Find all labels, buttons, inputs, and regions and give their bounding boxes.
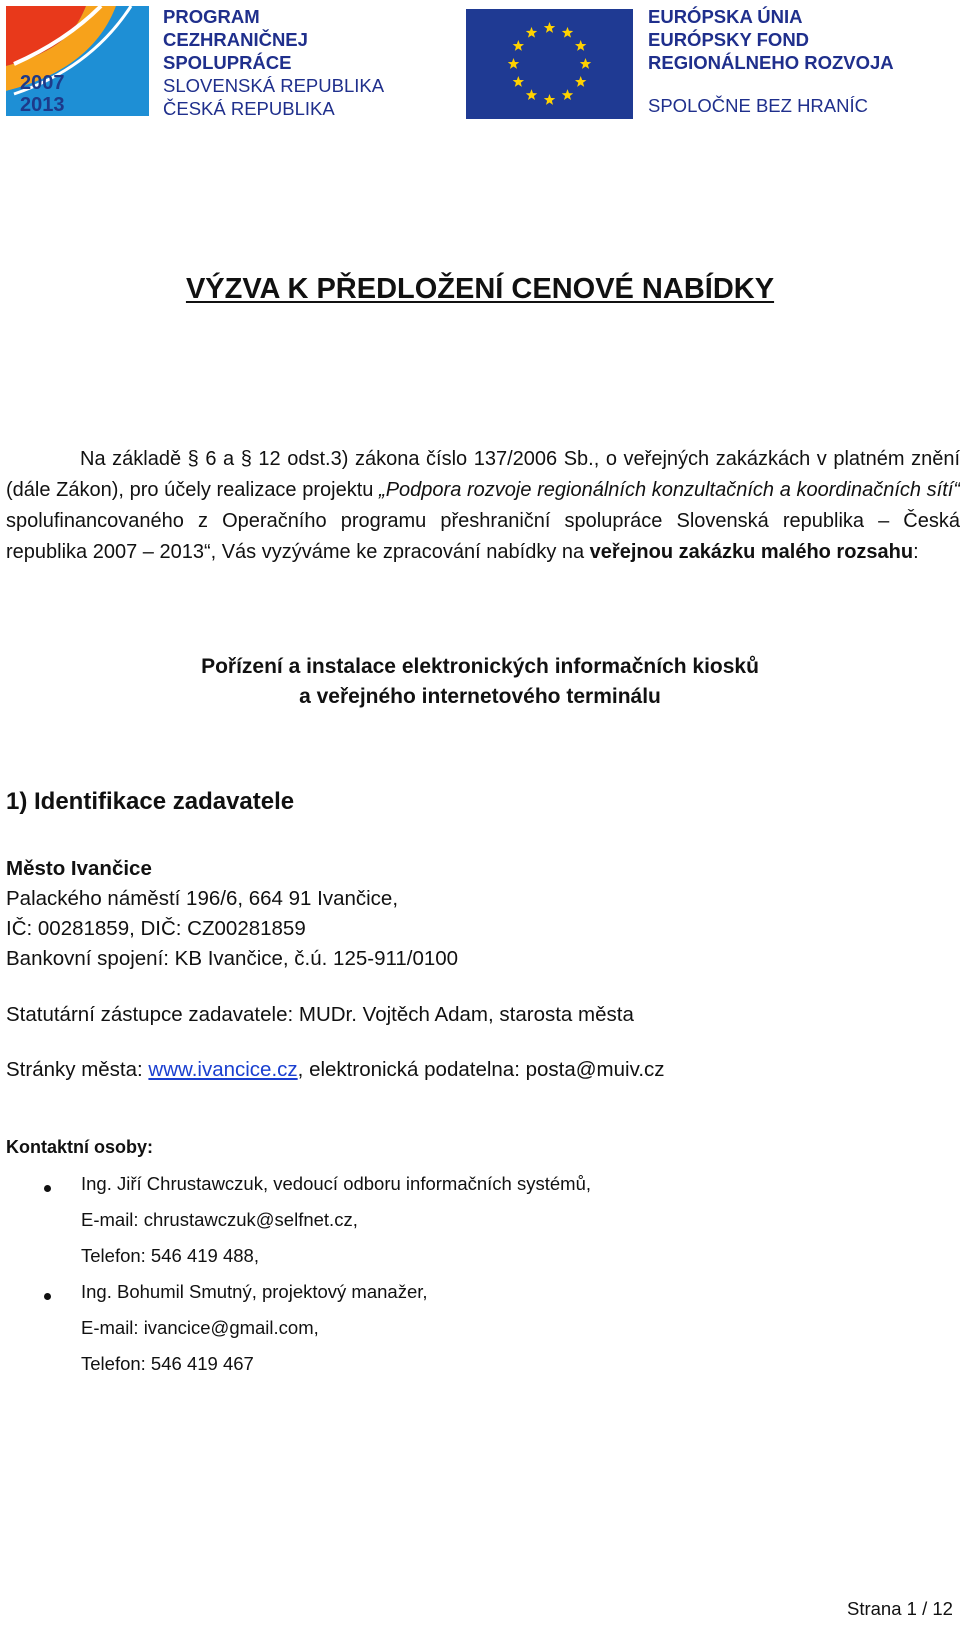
subject-line-2: a veřejného internetového terminálu [299, 685, 661, 708]
eu-line-3: REGIONÁLNEHO ROZVOJA [648, 52, 894, 73]
eu-flag [466, 9, 633, 119]
org-address: Palackého náměstí 196/6, 664 91 Ivančice, [6, 887, 399, 910]
eu-slogan: SPOLOČNE BEZ HRANÍC [648, 95, 868, 116]
contact-2-email: E-mail: ivancice@gmail.com, [81, 1317, 319, 1338]
statutory-representative: Statutární zástupce zadavatele: MUDr. Vojtěch Adam, starosta města [6, 1003, 634, 1026]
contact-1-name: Ing. Jiří Chrustawczuk, vedoucí odboru informačních systémů, [81, 1173, 591, 1194]
org-ids: IČ: 00281859, DIČ: CZ00281859 [6, 917, 306, 940]
program-line-2: CEZHRANIČNEJ [163, 29, 308, 50]
intro-text-end: : [913, 541, 919, 563]
program-years [20, 72, 90, 116]
program-line-3: SPOLUPRÁCE [163, 52, 292, 73]
web-contact-line [6, 1056, 665, 1084]
intro-text-2: spolufinancovaného z Operačního programu přeshraniční spolupráce Slovenská republika – Česká republika 2007 – 2013“, Vás vyzýváme ke zpracování nabídky na [6, 510, 960, 563]
org-bank: Bankovní spojení: KB Ivančice, č.ú. 125-911/0100 [6, 947, 459, 970]
bullet-icon [44, 1293, 51, 1300]
contact-1-email: E-mail: chrustawczuk@selfnet.cz, [81, 1209, 358, 1230]
contacts-heading: Kontaktní osoby: [6, 1137, 153, 1157]
program-logo [6, 6, 149, 116]
intro-paragraph [6, 444, 960, 568]
web-prefix: Stránky města: [6, 1058, 149, 1081]
section-heading: 1) Identifikace zadavatele [6, 788, 295, 815]
program-line-1: PROGRAM [163, 6, 260, 27]
eu-fund-name [648, 5, 948, 74]
page-title: VÝZVA K PŘEDLOŽENÍ CENOVÉ NABÍDKY [185, 273, 775, 305]
website-link[interactable]: www.ivancice.cz [148, 1058, 298, 1081]
bullet-icon [44, 1185, 51, 1192]
program-year-start: 2007 [20, 72, 65, 94]
contact-2-phone: Telefon: 546 419 467 [81, 1353, 254, 1374]
contact-1-phone: Telefon: 546 419 488, [81, 1245, 259, 1266]
org-name: Město Ivančice [6, 857, 152, 880]
eu-line-2: EURÓPSKY FOND [648, 29, 810, 50]
page-number: Strana 1 / 12 [847, 1598, 953, 1619]
contact-2-name: Ing. Bohumil Smutný, projektový manažer, [81, 1281, 428, 1302]
contract-type: veřejnou zakázku malého rozsahu [589, 541, 914, 563]
subject-line-1: Pořízení a instalace elektronických informačních kiosků [201, 655, 759, 678]
program-year-end: 2013 [20, 94, 65, 116]
contract-subject [0, 652, 960, 712]
web-suffix: , elektronická podatelna: posta@muiv.cz [297, 1058, 665, 1081]
eu-line-1: EURÓPSKA ÚNIA [648, 6, 803, 27]
project-name: „Podpora rozvoje regionálních konzultačních a koordinačních sítí“ [379, 479, 960, 501]
eu-flag-graphic [466, 9, 633, 119]
intro-text-1: Na základě § 6 a § 12 odst.3) zákona číslo 137/2006 Sb., o veřejných zakázkách v platném znění (dále Zákon), pro účely realizace projektu [6, 448, 960, 501]
program-line-4: SLOVENSKÁ REPUBLIKA [163, 75, 385, 96]
program-line-5: ČESKÁ REPUBLIKA [163, 98, 335, 119]
program-name [163, 5, 423, 120]
